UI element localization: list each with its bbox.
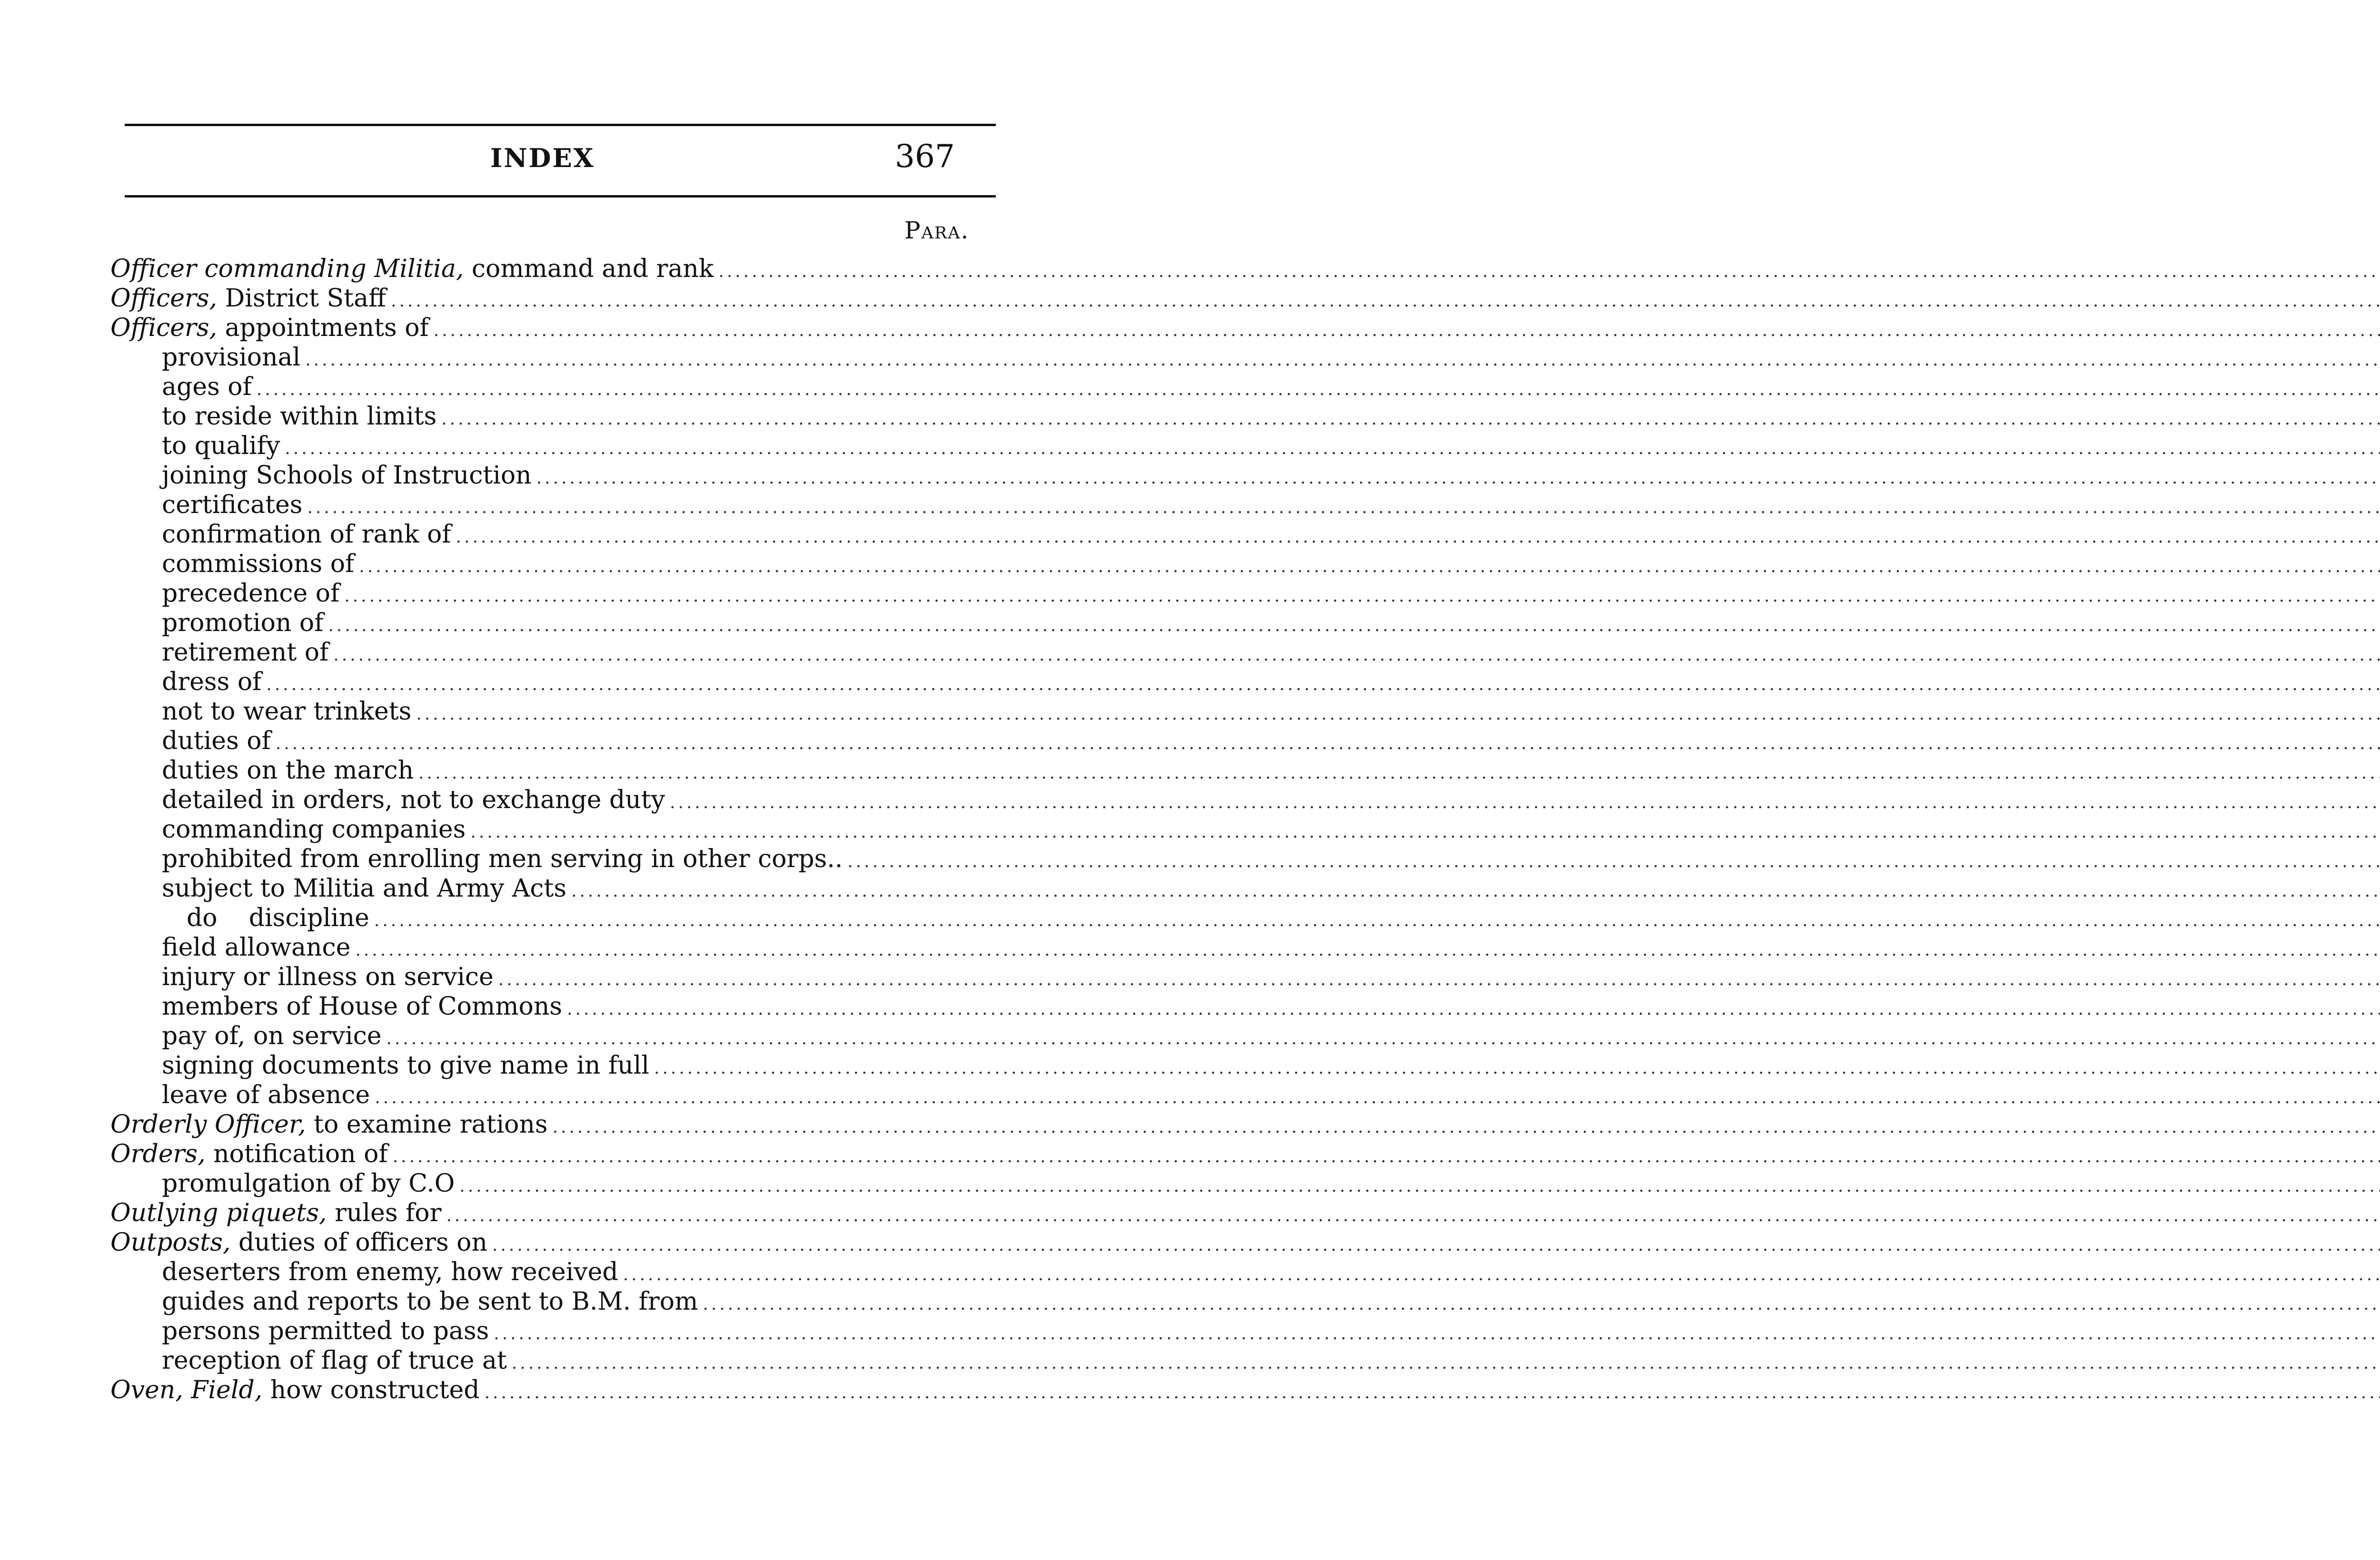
index-entry-heading: Orders, (110, 1140, 206, 1168)
index-entry-text: commanding companies (162, 815, 466, 844)
index-entry (110, 786, 991, 815)
index-entry-text: to qualify (162, 432, 280, 460)
index-entry (110, 1022, 991, 1051)
dot-leader (387, 1029, 2380, 1048)
index-entry-label (162, 1346, 507, 1375)
index-entry-label (162, 550, 354, 578)
index-entry (110, 579, 991, 609)
dot-leader (285, 439, 2380, 458)
index-entry-text: persons permitted to pass (162, 1317, 489, 1345)
index-entry (110, 963, 991, 992)
index-entry-text: District Staff (217, 284, 387, 313)
index-entry-text: commissions of (162, 550, 355, 578)
index-entry-text: members of House of Commons (162, 992, 563, 1021)
dot-leader (276, 734, 2380, 753)
dot-leader (328, 616, 2380, 635)
index-entry-label (162, 1022, 382, 1050)
index-entry-text: reception of flag of truce at (162, 1346, 507, 1375)
dot-leader (623, 1265, 2380, 1284)
dot-leader (333, 645, 2380, 665)
index-entry (110, 373, 991, 402)
index-entry-text: certificates (162, 491, 303, 519)
index-entry-label (162, 1317, 489, 1345)
dot-leader (492, 1235, 2380, 1255)
index-entry (110, 255, 991, 284)
index-entry-label (110, 1110, 548, 1139)
dot-leader (344, 586, 2380, 606)
index-entry-list (110, 255, 991, 1405)
index-entry-label (162, 638, 328, 667)
index-entry-text: duties of officers on (230, 1228, 487, 1257)
index-entry-label (162, 520, 451, 549)
index-entry (110, 668, 991, 697)
index-entry-text: do discipline (187, 904, 369, 932)
index-entry-label (162, 461, 532, 490)
index-entry (110, 550, 991, 579)
dot-leader (718, 262, 2380, 281)
index-entry (110, 756, 991, 786)
index-entry-text: to examine rations (306, 1110, 548, 1139)
index-entry-label (162, 579, 339, 608)
index-entry-label (162, 815, 466, 844)
index-entry-label (110, 284, 386, 313)
dot-leader (571, 881, 2380, 901)
index-entry-text: dress of (162, 668, 262, 696)
index-entry-label (162, 609, 323, 637)
dot-leader (375, 1088, 2380, 1107)
index-entry-text: promulgation of by C.O (162, 1169, 455, 1198)
dot-leader (567, 999, 2380, 1019)
index-entry-label (162, 697, 411, 726)
index-entry-text: retirement of (162, 638, 329, 667)
index-entry (110, 845, 991, 874)
index-entry (110, 1376, 991, 1405)
index-entry (110, 1051, 991, 1081)
index-entry (110, 874, 991, 904)
index-entry (110, 461, 991, 491)
para-column-label: Para. (904, 217, 970, 244)
dot-leader (459, 1176, 2380, 1196)
index-entry-label (162, 432, 280, 460)
index-entry (110, 1199, 991, 1228)
index-entry-label (162, 1287, 698, 1316)
dot-leader (670, 793, 2380, 812)
index-entry-label (110, 1140, 388, 1168)
dot-leader (418, 763, 2380, 783)
index-entry-label (162, 668, 261, 696)
index-entry-label (110, 255, 714, 283)
dot-leader (374, 911, 2380, 930)
index-entry-heading: Officers, (110, 284, 218, 313)
index-entry-text: detailed in orders, not to exchange duty (162, 786, 665, 814)
index-entry (110, 992, 991, 1022)
index-entry (110, 1228, 991, 1258)
dot-leader (536, 468, 2380, 488)
index-entry (110, 491, 991, 520)
dot-leader (393, 1147, 2380, 1166)
index-entry (110, 1081, 991, 1110)
index-entry (110, 1317, 991, 1346)
index-entry-label (162, 373, 252, 401)
index-entry-text: subject to Militia and Army Acts (162, 874, 567, 903)
index-entry (110, 727, 991, 756)
index-entry-heading: Officers, (110, 314, 218, 342)
index-entry-text: field allowance (162, 933, 351, 962)
dot-leader (305, 350, 2380, 370)
index-entry-label (110, 1376, 480, 1404)
index-entry-text: injury or illness on service (162, 963, 494, 991)
index-entry-text: joining Schools of Instruction (162, 461, 532, 490)
dot-leader (434, 321, 2380, 340)
index-entry-text: provisional (162, 343, 301, 372)
index-entry-text: appointments of (217, 314, 429, 342)
index-entry-text: not to wear trinkets (162, 697, 412, 726)
index-entry (110, 314, 991, 343)
index-entry-text: pay of, on service (162, 1022, 382, 1050)
index-entry-label (187, 904, 369, 932)
index-entry-text: rules for (327, 1199, 442, 1227)
index-entry-heading: Orderly Officer, (110, 1110, 306, 1139)
index-entry-text: deserters from enemy, how received (162, 1258, 618, 1286)
dot-leader (847, 852, 2380, 871)
index-entry (110, 1346, 991, 1376)
index-entry (110, 1287, 991, 1317)
index-entry-text: leave of absence (162, 1081, 370, 1109)
dot-leader (416, 704, 2380, 724)
index-entry-label (110, 1199, 441, 1227)
dot-leader (553, 1117, 2380, 1137)
dot-leader (257, 380, 2380, 399)
index-entry (110, 343, 991, 373)
index-entry (110, 1169, 991, 1199)
index-entry-text: to reside within limits (162, 402, 437, 431)
index-entry-label (162, 874, 566, 903)
index-entry-heading: Oven, Field, (110, 1376, 263, 1404)
index-entry-heading: Outposts, (110, 1228, 231, 1257)
index-entry-label (162, 786, 665, 814)
index-entry-label (110, 314, 429, 342)
index-entry (110, 1140, 991, 1169)
index-entry (110, 904, 991, 933)
index-entry-label (162, 1081, 370, 1109)
page-header-title: INDEX (490, 143, 595, 173)
dot-leader (494, 1324, 2380, 1343)
index-entry-label (162, 992, 562, 1021)
header-bottom-rule (125, 195, 996, 197)
index-entry (110, 1258, 991, 1287)
index-entry (110, 697, 991, 727)
index-entry-text: prohibited from enrolling men serving in other corps.. (162, 845, 843, 873)
index-entry-label (162, 845, 843, 873)
dot-leader (355, 940, 2380, 960)
index-entry-text: signing documents to give name in full (162, 1051, 650, 1080)
index-entry-text: how constructed (262, 1376, 480, 1404)
index-entry-text: duties of (162, 727, 271, 755)
index-entry-text: confirmation of rank of (162, 520, 451, 549)
index-entry-label (162, 1169, 455, 1198)
dot-leader (456, 527, 2380, 547)
index-entry-label (162, 727, 271, 755)
dot-leader (359, 557, 2380, 576)
index-entry-label (162, 756, 414, 785)
index-entry-text: notification of (205, 1140, 388, 1168)
index-entry (110, 609, 991, 638)
page-number: 367 (895, 138, 955, 175)
dot-leader (446, 1206, 2380, 1225)
index-entry (110, 402, 991, 432)
index-entry-heading: Officer commanding Militia, (110, 255, 464, 283)
index-entry (110, 520, 991, 550)
index-entry-text: ages of (162, 373, 252, 401)
index-entry-label (162, 402, 436, 431)
index-entry-label (162, 963, 494, 991)
index-entry (110, 933, 991, 963)
index-entry (110, 638, 991, 668)
header-top-rule (125, 124, 996, 126)
dot-leader (391, 291, 2380, 311)
dot-leader (498, 970, 2380, 989)
index-entry-text: guides and reports to be sent to B.M. from (162, 1287, 698, 1316)
index-entry-text: precedence of (162, 579, 340, 608)
dot-leader (441, 409, 2380, 429)
dot-leader (266, 675, 2380, 694)
index-entry-label (110, 1228, 487, 1257)
index-entry-heading: Outlying piquets, (110, 1199, 327, 1227)
index-entry-text: promotion of (162, 609, 324, 637)
index-entry-label (162, 933, 350, 962)
index-entry (110, 284, 991, 314)
dot-leader (470, 822, 2380, 842)
dot-leader (485, 1383, 2380, 1402)
index-entry-text: command and rank (464, 255, 714, 283)
dot-leader (703, 1294, 2380, 1314)
index-entry-label (162, 1051, 649, 1080)
index-entry (110, 815, 991, 845)
dot-leader (512, 1353, 2380, 1373)
index-entry (110, 432, 991, 461)
index-entry-label (162, 343, 300, 372)
index-entry-label (162, 1258, 618, 1286)
dot-leader (307, 498, 2380, 517)
index-entry-label (162, 491, 302, 519)
index-entry (110, 1110, 991, 1140)
dot-leader (654, 1058, 2380, 1078)
index-entry-text: duties on the march (162, 756, 414, 785)
